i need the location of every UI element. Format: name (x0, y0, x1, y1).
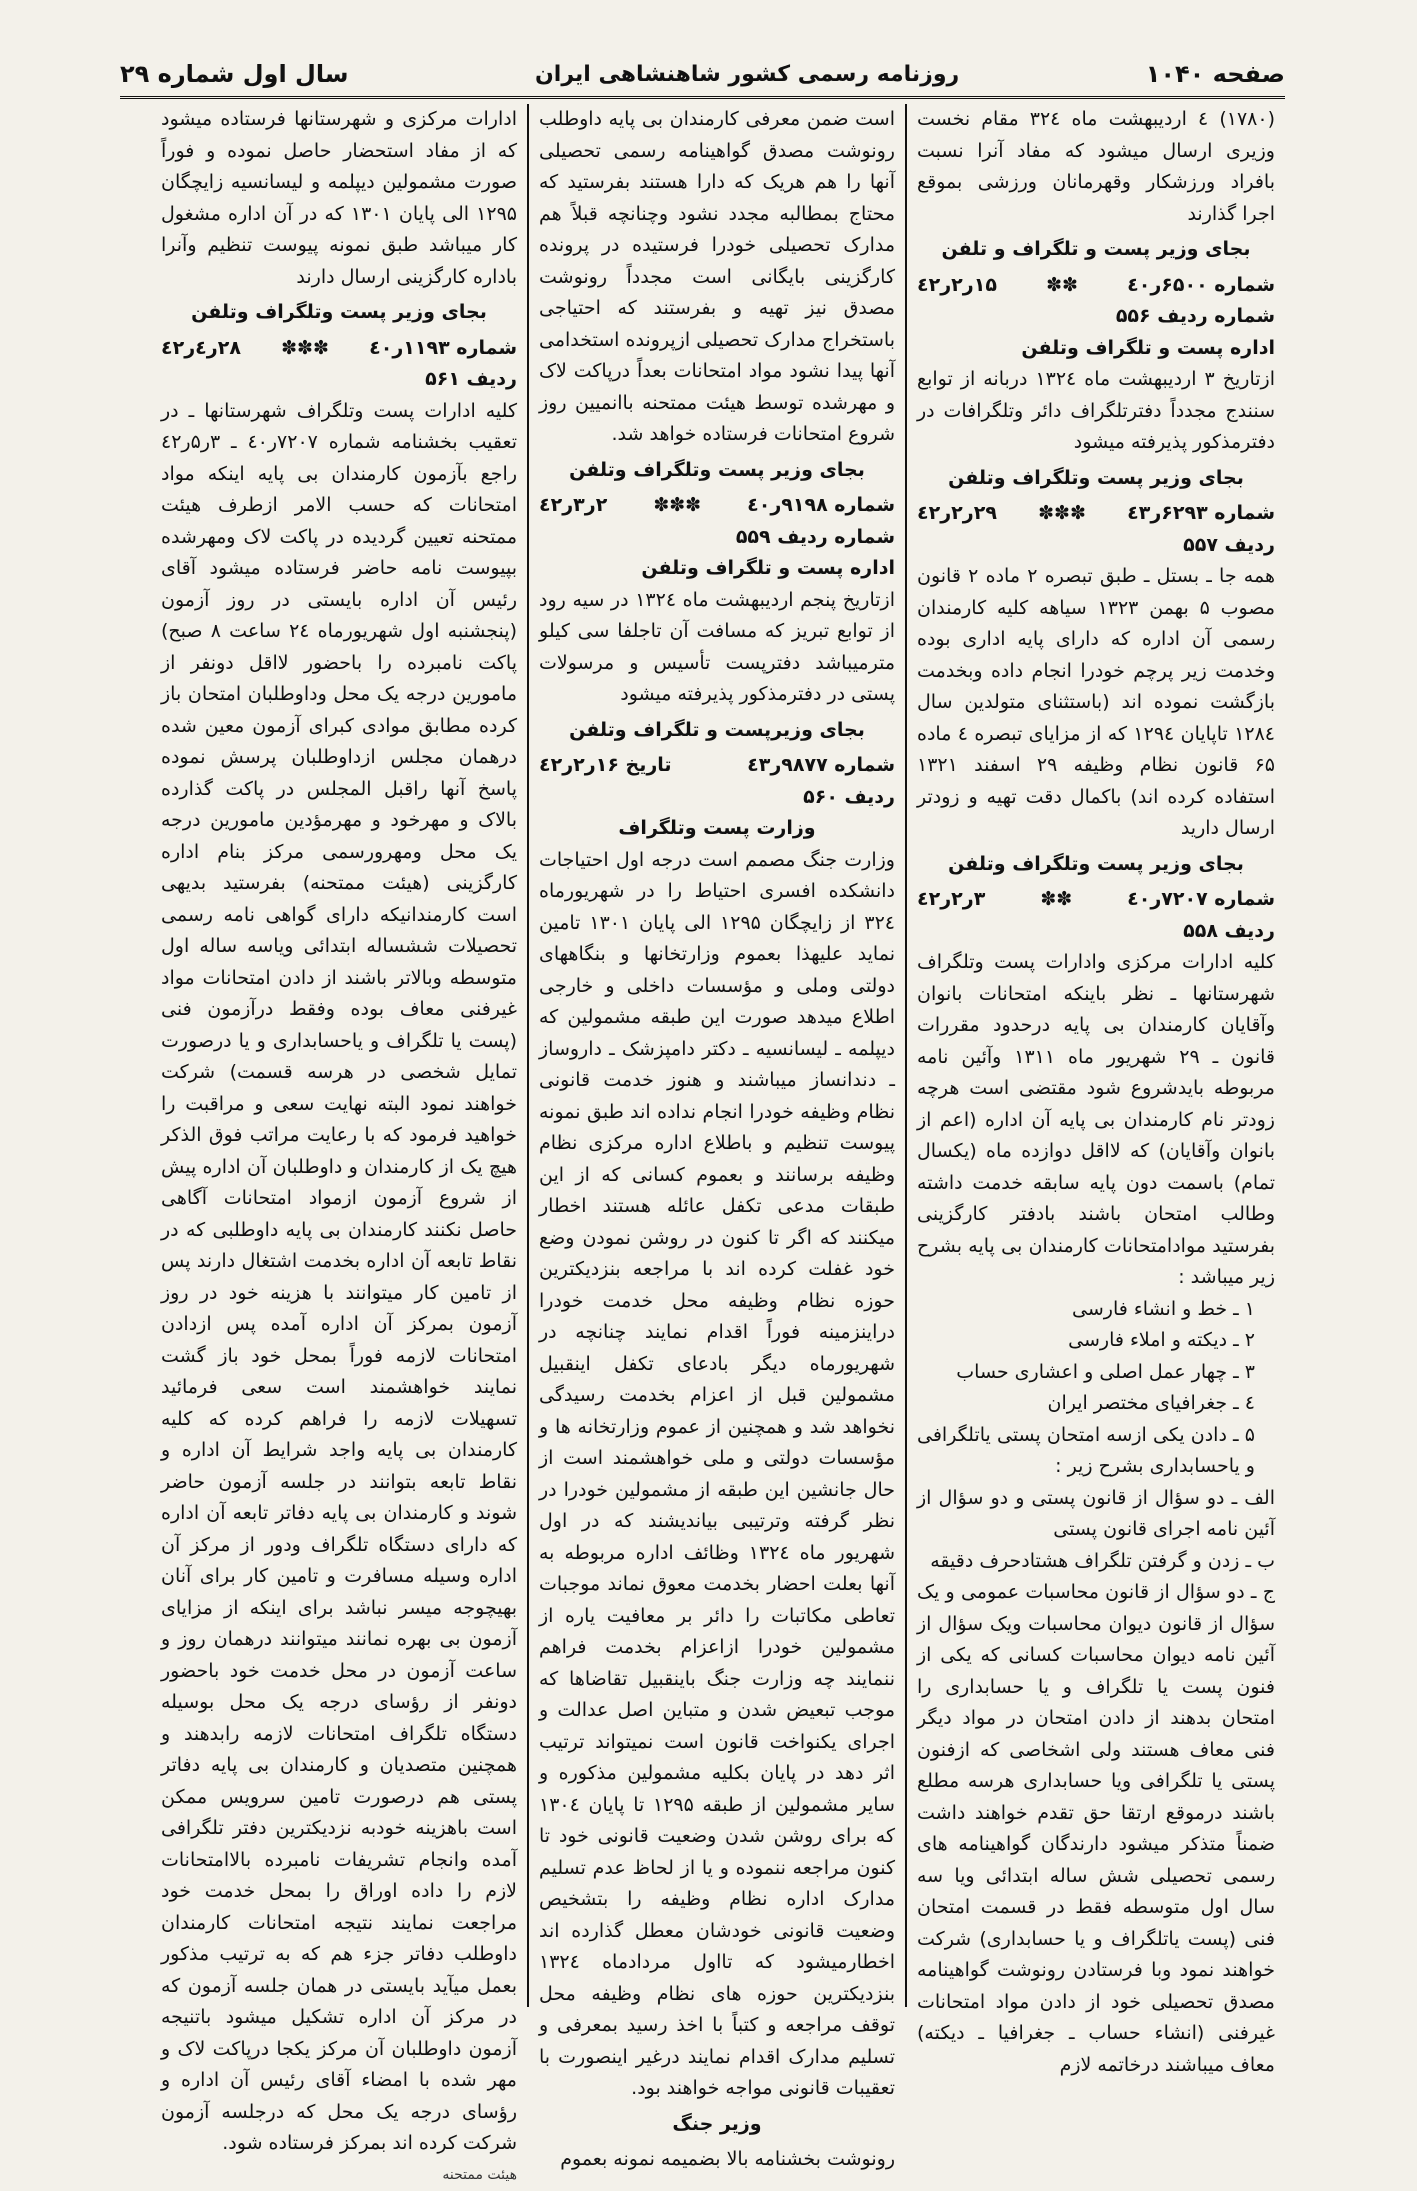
paragraph: ج ـ دو سؤال از قانون محاسبات عمومی و یک سؤال از قانون دیوان محاسبات ویک سؤال از آئین نامه دیوان محاسبات کسانی که یکی از فنون پست یا تلگراف و یا حسابداری را امتحان بدهند از دادن امتحان در مواد دیگر فنی معاف هستند ولی اشخاصی که ازفنون پستی یا تلگرافی ویا حسابداری هرسه مطلع باشند درموقع ارتقا حق تقدم خواهند داشت ضمناً متذکر میشود دارندگان گواهینامه های رسمی تحصیلی شش ساله ابتدائی ویا سه سال اول متوسطه فقط در قسمت امتحان فنی (پست یاتلگراف و یا حسابداری) شرکت خواهند نمود وبا فرستادن رونوشت گواهینامه مصدق تحصیلی خود از دادن مواد امتحانات غیرفنی (انشاء حساب ـ جغرافیا ـ دیکته) معاف میباشند درخاتمه لازم (917, 1577, 1275, 2081)
list-item: ٤ ـ جغرافیای مختصر ایران (917, 1388, 1255, 1420)
paragraph: (۱۷۸۰) ٤ اردیبهشت ماه ۳۲٤ مقام نخست وزیری ارسال میشود که مفاد آنرا نسبت بافراد ورزشکار وقهرمانان ورزشی بموقع اجرا گذارند (917, 104, 1275, 230)
newspaper-title: روزنامه رسمی کشور شاهنشاهی ایران (535, 62, 959, 87)
signature: بجای وزیر پست وتلگراف وتلفن (161, 297, 517, 329)
document-date: ۱۵ر۲ر٤۲ (917, 270, 997, 302)
document-date: ۲۸ر٤ر٤۲ (161, 333, 241, 365)
stamp-text: هیئت ممتحنه (161, 2160, 517, 2191)
department-title: اداره پست و تلگراف وتلفن (539, 553, 895, 585)
column-2 (529, 104, 907, 2007)
ornament-stars: ✽✽ (1046, 270, 1078, 302)
ornament-stars: ✽✽ (1040, 884, 1072, 916)
ornament-stars: ✽✽✽ (1038, 498, 1086, 530)
paragraph: ادارات مرکزی و شهرستانها فرستاده میشود که از مفاد استحضار حاصل نموده و فوراً صورت مشمولین دیپلمه و لیسانسیه زایچگان ۱۲۹۵ الی پایان ۱۳۰۱ که در آن اداره مشغول کار میباشد طبق نمونه پیوست تنظیم وآنرا باداره کارگزینی ارسال دارند (161, 104, 517, 293)
document-date: تاریخ ۱۶ر۲ر٤۲ (539, 750, 672, 782)
signature: بجای وزیر پست و تلگراف و تلفن (917, 234, 1275, 266)
row-number: شماره ردیف ۵۵۹ (539, 522, 895, 554)
document-date: ۲ر۳ر٤۲ (539, 490, 607, 522)
signature: وزیر جنگ (539, 2109, 895, 2141)
paragraph: است ضمن معرفی کارمندان بی پایه داوطلب رونوشت مصدق گواهینامه رسمی تحصیلی آنها را هم هریک که دارا هستند بفرستید که محتاج بمطالبه مجدد نشود وچنانچه قبلاً هم مدارک تحصیلی خودرا فرستیده در پرونده کارگزینی بایگانی است مجدداً رونوشت مصدق نیز تهیه و بفرستند که احتیاجی باستخراج مدارک تحصیلی ازپرونده استخدامی آنها پیدا نشود مواد امتحانات بعداً درپاکت لاک و مهرشده توسط هیئت ممتحنه باانمیین روز شروع امتحانات فرستاده خواهد شد. (539, 104, 895, 451)
document-number-line (539, 750, 895, 782)
document-number: شماره ۱۱۹۳ر٤۰ (369, 333, 517, 365)
columns (120, 104, 1285, 2007)
section-title: وزارت پست وتلگراف (539, 813, 895, 845)
row-number: شماره ردیف ۵۵۶ (917, 301, 1275, 333)
paragraph: ازتاریخ ۳ اردیبهشت ماه ۱۳۲٤ دربانه از توابع سنندج مجدداً دفترتلگراف دائر وتلگرافات در دفترمذکور پذیرفته میشود (917, 364, 1275, 459)
signature: بجای وزیر پست وتلگراف وتلفن (539, 455, 895, 487)
document-date: ۲۹ر۲ر٤۲ (917, 498, 997, 530)
paragraph: ب ـ زدن و گرفتن تلگراف هشتادحرف دقیقه (917, 1546, 1275, 1578)
list-item: ۱ ـ خط و انشاء فارسی (917, 1294, 1255, 1326)
issue-number: سال اول شماره ۲۹ (120, 60, 348, 88)
document-number-line (917, 270, 1275, 302)
column-3 (151, 104, 529, 2007)
list-item: ۲ ـ دیکته و املاء فارسی (917, 1325, 1255, 1357)
list-item: ۵ ـ دادن یکی ازسه امتحان پستی یاتلگرافی و یاحسابداری بشرح زیر : (917, 1420, 1255, 1483)
exam-subjects-list (917, 1294, 1275, 1483)
paragraph: ازتاریخ پنجم اردیبهشت ماه ۱۳۲٤ در سیه رود از توابع تبریز که مسافت آن تاجلفا سی کیلو مترمیباشد دفترپست تأسیس و مرسولات پستی در دفترمذکور پذیرفته میشود (539, 585, 895, 711)
signature: بجای وزیر پست وتلگراف وتلفن (917, 463, 1275, 495)
document-number: شماره ۹۱۹۸ر٤۰ (747, 490, 895, 522)
document-number: شماره ۷۲۰۷ر٤۰ (1127, 884, 1275, 916)
department-title: اداره پست و تلگراف وتلفن (917, 333, 1275, 365)
document-number-line (161, 333, 517, 365)
row-number: ردیف ۵۵۸ (917, 916, 1275, 948)
paragraph: الف ـ دو سؤال از قانون پستی و دو سؤال از آئین نامه اجرای قانون پستی (917, 1483, 1275, 1546)
document-date: ۳ر۲ر٤۲ (917, 884, 985, 916)
document-number-line (917, 884, 1275, 916)
signature: بجای وزیرپست و تلگراف وتلفن (539, 715, 895, 747)
document-number-line (539, 490, 895, 522)
paragraph: کلیه ادارات مرکزی وادارات پست وتلگراف شهرستانها ـ نظر باینکه امتحانات بانوان وآقایان کارمندان بی پایه درحدود مقررات قانون ـ ۲۹ شهریور ماه ۱۳۱۱ وآئین نامه مربوطه بایدشروع شود مقتضی است هرچه زودتر نام کارمندان بی پایه آن اداره (اعم از بانوان وآقایان) که لااقل دوازده ماه (یکسال تمام) باسمت دون پایه سابقه خدمت داشته وطالب امتحان باشند بادفتر کارگزینی بفرستید موادامتحانات کارمندان بی پایه بشرح زیر میباشد : (917, 947, 1275, 1294)
paragraph: همه جا ـ بستل ـ طبق تبصره ۲ ماده ۲ قانون مصوب ۵ بهمن ۱۳۲۳ سیاهه کلیه کارمندان رسمی آن اداره که دارای پایه اداری بوده وخدمت زیر پرچم خودرا انجام داده وبخدمت بازگشت نموده اند (باستثنای متولدین سال ۱۲۸٤ تاپایان ۱۲۹٤ که از مزایای تبصره ٤ ماده ۶۵ قانون نظام وظیفه ۲۹ اسفند ۱۳۲۱ استفاده کرده اند) باکمال دقت تهیه و زودتر ارسال دارید (917, 561, 1275, 845)
document-number: شماره ۶۲۹۳ر٤۳ (1127, 498, 1275, 530)
signature: بجای وزیر پست وتلگراف وتلفن (917, 849, 1275, 881)
ornament-stars: ✽✽✽ (653, 490, 701, 522)
row-number: ردیف ۵۵۷ (917, 530, 1275, 562)
ornament-stars: ✽✽✽ (281, 333, 329, 365)
page-number: صفحه ۱۰۴۰ (1146, 60, 1285, 88)
row-number: ردیف ۵۶۰ (539, 782, 895, 814)
row-number: ردیف ۵۶۱ (161, 364, 517, 396)
list-item: ۳ ـ چهار عمل اصلی و اعشاری حساب (917, 1357, 1255, 1389)
page-header (120, 52, 1285, 99)
paragraph: رونوشت بخشنامه بالا بضمیمه نمونه بعموم (539, 2144, 895, 2176)
document-number-line (917, 498, 1275, 530)
column-1 (907, 104, 1285, 2007)
document-number: شماره ۶۵۰۰ر٤۰ (1127, 270, 1275, 302)
paragraph: وزارت جنگ مصمم است درجه اول احتیاجات دانشکده افسری احتیاط را در شهریورماه ۳۲٤ از زایچگان ۱۲۹۵ الی پایان ۱۳۰۱ تامین نماید علیهذا بعموم وزارتخانها و بنگاههای دولتی وملی و مؤسسات داخلی و خارجی اطلاع میدهد صورت این طبقه مشمولین که دیپلمه ـ لیسانسیه ـ دکتر دامپزشک ـ داروساز ـ دندانساز میباشند و هنوز خدمت قانونی نظام وظیفه خودرا انجام نداده اند طبق نمونه پیوست تنظیم و باطلاع اداره مرکزی نظام وظیفه برسانند و بعموم کسانی که از این طبقات مدعی تکفل عائله هستند اخطار میکنند که اگر تا کنون در روشن نمودن وضع خود غفلت کرده اند با مراجعه بنزدیکترین حوزه نظام وظیفه محل خدمت خودرا دراینزمینه فوراً اقدام نمایند چنانچه در شهریورماه دیگر بادعای تکفل اینقبیل مشمولین قبل از اعزام بخدمت رسیدگی نخواهد شد و همچنین از عموم وزارتخانه ها و مؤسسات دولتی و ملی خواهشمند است از حال جانشین این طبقه از مشمولین خودرا در نظر گرفته وترتیبی بیاندیشند که در اول شهریور ماه ۱۳۲٤ وظائف اداره مربوطه به آنها بعلت احضار بخدمت معوق نماند موجبات تعاطی مکاتبات را دائر بر معافیت یاره از مشمولین خودرا ازاعزام بخدمت فراهم ننمایند چه وزارت جنگ باینقبیل تقاضاها که موجب تبعیض شدن و متباین اصل عدالت و اجرای یکنواخت قانون است نمیتواند ترتیب اثر دهد در پایان بکلیه مشمولین مذکوره و سایر مشمولین از طبقه ۱۲۹۵ تا پایان ۱۳۰٤ که برای روشن شدن وضعیت قانونی خود تا کنون مراجعه ننموده و یا از لحاظ عدم تسلیم مدارک اداره نظام وظیفه را بتشخیص وضعیت قانونی خودشان معطل گذارده اند اخطارمیشود که تااول مردادماه ۱۳۲٤ بنزدیکترین حوزه های نظام وظیفه محل توقف مراجعه و کتباً با اخذ رسید بمعرفی و تسلیم مدارک اقدام نمایند درغیر اینصورت با تعقیبات قانونی مواجه خواهند بود. (539, 845, 895, 2105)
document-number: شماره ۹۸۷۷ر٤۳ (747, 750, 895, 782)
paragraph: کلیه ادارات پست وتلگراف شهرستانها ـ در تعقیب بخشنامه شماره ۷۲۰۷ر٤۰ ـ ۳ر۵ر٤۲ راجع بآزمون کارمندان بی پایه اینکه مواد امتحانات که حسب الامر ازطرف هیئت ممتحنه تعیین گردیده در پاکت لاک ومهرشده بپیوست نامه حاضر فرستاده میشود آقای رئیس آن اداره بایستی در روز آزمون (پنجشنبه اول شهریورماه ۲٤ ساعت ۸ صبح) پاکت نامبرده را باحضور لااقل دونفر از مامورین درجه یک محل وداوطلبان امتحان باز کرده مطابق موادی کبرای آزمون معین شده درهمان مجلس ازداوطلبان پرسش نموده پاسخ آنها راقبل المجلس در پاکت گذارده بالاک و مهرخود و مهرمؤدین مامورین درجه یک محل ومهرورسمی مرکز بنام اداره کارگزینی (هیئت ممتحنه) بفرستید بدیهی است کارمندانیکه دارای گواهی نامه رسمی تحصیلات ششساله ابتدائی ویاسه ساله اول متوسطه وبالاتر باشند از دادن امتحانات مواد غیرفنی معاف بوده وفقط درآزمون فنی (پست یا تلگراف و یاحسابداری و یا درصورت تمایل شخصی در هرسه قسمت) شرکت خواهند نمود البته نهایت سعی و مراقبت را خواهید فرمود که با رعایت مراتب فوق الذکر هیچ یک از کارمندان و داوطلبان آن اداره پیش از شروع آزمون ازمواد امتحانات آگاهی حاصل نکنند کارمندان بی پایه داوطلبی که در نقاط تابعه آن اداره بخدمت اشتغال دارند پس از تامین کار میتوانند با هزینه خود در روز آزمون بمرکز آن اداره آمده پس ازدادن امتحانات لازمه فوراً بمحل خود باز گشت نمایند خواهشمند است سعی فرمائید تسهیلات لازمه را فراهم کرده که کلیه کارمندان بی پایه واجد شرایط آن اداره و نقاط تابعه بتوانند در جلسه آزمون حاضر شوند و کارمندان بی پایه دفاتر تابعه آن اداره که دارای دستگاه تلگراف ودور از مرکز آن اداره وسیله مسافرت و تامین کار برای آنان بهیچوجه میسر نباشد برای اینکه از مزایای آزمون بی بهره نمانند میتوانند درهمان روز و ساعت آزمون در محل خدمت خود باحضور دونفر از رؤسای درجه یک محل بوسیله دستگاه تلگراف امتحانات لازمه رابدهند و همچنین متصدیان و کارمندان بی پایه دفاتر پستی هم درصورت تامین سرویس ممکن است باهزینه خودبه نزدیکترین دفتر تلگرافی آمده وانجام تشریفات نامبرده بالاامتحانات لازم را داده اوراق را بمحل خدمت خود مراجعت نمایند نتیجه امتحانات کارمندان داوطلب دفاتر جزء هم که به ترتیب مذکور بعمل میآید بایستی در همان جلسه آزمون که در مرکز آن اداره تشکیل میشود باتنیجه آزمون داوطلبان آن مرکز یکجا درپاکت لاک و مهر شده با امضاء آقای رئیس آن اداره و رؤسای درجه یک محل که درجلسه آزمون شرکت کرده اند بمرکز فرستاده شود. (161, 396, 517, 2160)
